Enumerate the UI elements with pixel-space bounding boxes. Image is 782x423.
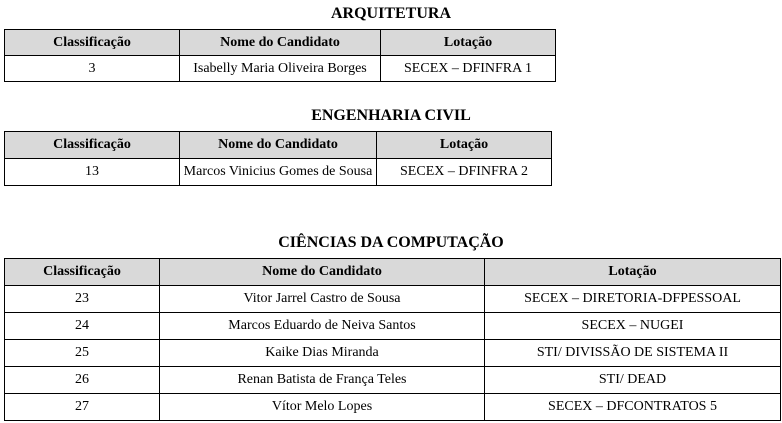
table-row [5,286,781,313]
section-title-arquitetura: ARQUITETURA [330,5,451,22]
cell-lotacao: SECEX – DFCONTRATOS 5 [485,394,781,421]
cell-nome: Renan Batista de França Teles [160,367,485,394]
cell-classificacao: 13 [5,159,180,186]
section-title-ciencias-da-computacao: CIÊNCIAS DA COMPUTAÇÃO [278,234,504,251]
column-header-nome: Nome do Candidato [180,132,377,159]
cell-lotacao: STI/ DIVISSÃO DE SISTEMA II [485,340,781,367]
cell-lotacao: SECEX – DIRETORIA-DFPESSOAL [485,286,781,313]
column-header-nome: Nome do Candidato [160,259,485,286]
cell-lotacao: SECEX – DFINFRA 2 [377,159,552,186]
cell-classificacao: 27 [5,394,160,421]
column-header-lotacao: Lotação [485,259,781,286]
table-row [5,367,781,394]
cell-nome: Kaike Dias Miranda [160,340,485,367]
section-title-engenharia-civil: ENGENHARIA CIVIL [311,107,471,124]
cell-nome: Vitor Jarrel Castro de Sousa [160,286,485,313]
column-header-classificacao: Classificação [5,259,160,286]
table-row [5,159,552,186]
table-row [5,394,781,421]
table-engenharia-civil [4,131,552,186]
cell-lotacao: SECEX – DFINFRA 1 [381,56,556,82]
column-header-classificacao: Classificação [5,30,180,56]
cell-classificacao: 26 [5,367,160,394]
cell-nome: Marcos Vinicius Gomes de Sousa [180,159,377,186]
table-row [5,340,781,367]
table-row [5,56,556,82]
cell-classificacao: 24 [5,313,160,340]
cell-nome: Vítor Melo Lopes [160,394,485,421]
cell-nome: Isabelly Maria Oliveira Borges [180,56,381,82]
table-row [5,313,781,340]
table-ciencias-da-computacao [4,258,781,421]
cell-classificacao: 25 [5,340,160,367]
column-header-classificacao: Classificação [5,132,180,159]
cell-lotacao: STI/ DEAD [485,367,781,394]
cell-classificacao: 23 [5,286,160,313]
column-header-lotacao: Lotação [377,132,552,159]
table-header-row [5,30,556,56]
table-header-row [5,259,781,286]
table-header-row [5,132,552,159]
column-header-nome: Nome do Candidato [180,30,381,56]
cell-lotacao: SECEX – NUGEI [485,313,781,340]
column-header-lotacao: Lotação [381,30,556,56]
table-arquitetura [4,29,556,82]
cell-classificacao: 3 [5,56,180,82]
cell-nome: Marcos Eduardo de Neiva Santos [160,313,485,340]
